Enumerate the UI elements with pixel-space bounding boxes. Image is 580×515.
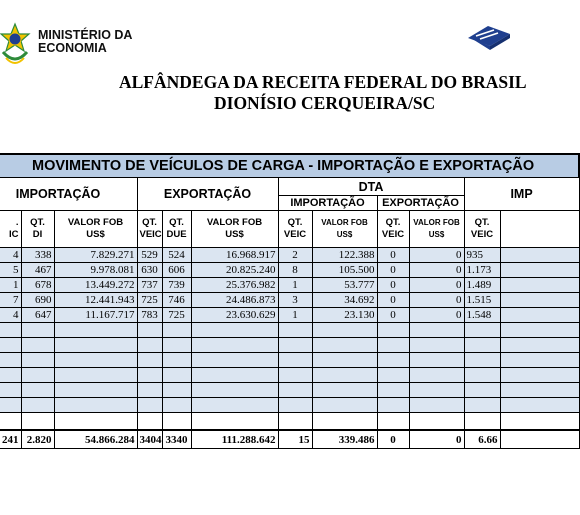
- empty-cell: [0, 338, 21, 353]
- table-cell: 122.388: [312, 248, 377, 263]
- empty-cell: [409, 383, 464, 398]
- empty-cell: [0, 383, 21, 398]
- empty-cell: [191, 383, 278, 398]
- table-cell: 1.489: [464, 278, 500, 293]
- empty-cell: [137, 323, 162, 338]
- table-cell: 12.441.943: [54, 293, 137, 308]
- table-cell: 11.167.717: [54, 308, 137, 323]
- total-cell: 3340: [162, 430, 191, 449]
- empty-cell: [21, 353, 54, 368]
- table-cell: 20.825.240: [191, 263, 278, 278]
- empty-cell: [464, 398, 500, 413]
- empty-cell: [409, 398, 464, 413]
- empty-cell: [500, 383, 579, 398]
- total-cell: [500, 430, 579, 449]
- col-header: [500, 211, 579, 248]
- empty-cell: [21, 323, 54, 338]
- empty-cell: [500, 398, 579, 413]
- empty-cell: [137, 338, 162, 353]
- total-cell: 15: [278, 430, 312, 449]
- table-cell: 9.978.081: [54, 263, 137, 278]
- empty-cell: [278, 398, 312, 413]
- empty-cell: [162, 383, 191, 398]
- table-cell: 23.630.629: [191, 308, 278, 323]
- table-cell: 0: [409, 263, 464, 278]
- table-row: [0, 263, 579, 278]
- empty-cell: [312, 383, 377, 398]
- table-cell: 105.500: [312, 263, 377, 278]
- total-cell: 0: [377, 430, 409, 449]
- table-cell: 647: [21, 308, 54, 323]
- table-cell: 23.130: [312, 308, 377, 323]
- table-cell: 8: [278, 263, 312, 278]
- table-cell: 0: [409, 278, 464, 293]
- empty-cell: [500, 338, 579, 353]
- table-cell: 1: [0, 278, 21, 293]
- table-cell: 13.449.272: [54, 278, 137, 293]
- document-header: [0, 0, 527, 140]
- empty-cell: [464, 353, 500, 368]
- table-title: MOVIMENTO DE VEÍCULOS DE CARGA - IMPORTAÇÃO E EXPORTAÇÃO: [0, 154, 579, 178]
- table-cell: 630: [137, 263, 162, 278]
- table-cell: 0: [409, 308, 464, 323]
- empty-cell: [137, 368, 162, 383]
- table-cell: 678: [21, 278, 54, 293]
- empty-cell: [21, 368, 54, 383]
- empty-cell: [377, 338, 409, 353]
- table-cell: 783: [137, 308, 162, 323]
- table-cell: 0: [377, 308, 409, 323]
- empty-cell: [464, 338, 500, 353]
- table-cell: 4: [0, 308, 21, 323]
- empty-cell: [464, 323, 500, 338]
- table-cell: 338: [21, 248, 54, 263]
- empty-cell: [0, 353, 21, 368]
- group-exportacao: EXPORTAÇÃO: [137, 178, 278, 211]
- col-header: VALOR FOB US$: [54, 211, 137, 248]
- table-cell: 25.376.982: [191, 278, 278, 293]
- table-cell: 529: [137, 248, 162, 263]
- table-cell: 1.548: [464, 308, 500, 323]
- empty-cell: [162, 338, 191, 353]
- empty-row: [0, 338, 579, 353]
- table-row: [0, 293, 579, 308]
- empty-cell: [162, 398, 191, 413]
- empty-cell: [409, 338, 464, 353]
- empty-cell: [54, 323, 137, 338]
- empty-cell: [278, 368, 312, 383]
- empty-cell: [191, 398, 278, 413]
- empty-cell: [0, 398, 21, 413]
- empty-cell: [377, 368, 409, 383]
- empty-cell: [54, 368, 137, 383]
- group-header-row: [0, 178, 579, 196]
- table-cell: 725: [137, 293, 162, 308]
- empty-row: [0, 323, 579, 338]
- empty-cell: [377, 383, 409, 398]
- table-title-row: [0, 154, 579, 178]
- receita-federal-logo-icon: [466, 24, 516, 54]
- empty-cell: [162, 353, 191, 368]
- table-cell: 0: [377, 263, 409, 278]
- spacer-row: [0, 413, 579, 431]
- empty-cell: [0, 368, 21, 383]
- table-cell: 1: [278, 278, 312, 293]
- table-cell: [500, 308, 579, 323]
- table-cell: 24.486.873: [191, 293, 278, 308]
- empty-row: [0, 353, 579, 368]
- table-cell: 467: [21, 263, 54, 278]
- table-cell: 34.692: [312, 293, 377, 308]
- col-header: QT. VEIC: [137, 211, 162, 248]
- empty-cell: [377, 398, 409, 413]
- empty-cell: [500, 353, 579, 368]
- empty-cell: [162, 368, 191, 383]
- table-cell: 524: [162, 248, 191, 263]
- total-cell: 241: [0, 430, 21, 449]
- table-cell: [500, 278, 579, 293]
- empty-cell: [312, 353, 377, 368]
- empty-cell: [54, 398, 137, 413]
- table-cell: 53.777: [312, 278, 377, 293]
- table-cell: 0: [409, 293, 464, 308]
- table-cell: 0: [409, 248, 464, 263]
- empty-cell: [278, 383, 312, 398]
- empty-cell: [464, 368, 500, 383]
- coat-of-arms-icon: [0, 22, 30, 70]
- table-row: [0, 278, 579, 293]
- empty-cell: [312, 398, 377, 413]
- empty-cell: [500, 323, 579, 338]
- totals-row: [0, 430, 579, 449]
- empty-cell: [191, 338, 278, 353]
- table-cell: 1: [278, 308, 312, 323]
- empty-cell: [464, 383, 500, 398]
- empty-cell: [409, 368, 464, 383]
- empty-cell: [191, 353, 278, 368]
- table-cell: 5: [0, 263, 21, 278]
- ministry-name: [38, 29, 132, 55]
- table-cell: 690: [21, 293, 54, 308]
- table-cell: 737: [137, 278, 162, 293]
- table-cell: 7.829.271: [54, 248, 137, 263]
- table-cell: 0: [377, 278, 409, 293]
- table-cell: 7: [0, 293, 21, 308]
- empty-cell: [409, 323, 464, 338]
- table-cell: 606: [162, 263, 191, 278]
- customs-office-location: DIONÍSIO CERQUEIRA/SC: [214, 93, 436, 113]
- empty-cell: [54, 338, 137, 353]
- empty-cell: [278, 323, 312, 338]
- empty-cell: [312, 338, 377, 353]
- table-cell: 3: [278, 293, 312, 308]
- empty-row: [0, 368, 579, 383]
- empty-cell: [312, 368, 377, 383]
- column-header-row: [0, 211, 579, 248]
- total-cell: 54.866.284: [54, 430, 137, 449]
- table-cell: 1.173: [464, 263, 500, 278]
- table-cell: 4: [0, 248, 21, 263]
- col-header: VALOR FOB US$: [191, 211, 278, 248]
- cargo-table: [0, 153, 580, 449]
- cargo-movement-table: [0, 153, 578, 515]
- table-cell: 746: [162, 293, 191, 308]
- customs-office-title: ALFÂNDEGA DA RECEITA FEDERAL DO BRASIL: [119, 72, 527, 92]
- empty-cell: [500, 368, 579, 383]
- empty-row: [0, 383, 579, 398]
- total-cell: 339.486: [312, 430, 377, 449]
- col-header: VALOR FOB US$: [409, 211, 464, 248]
- table-cell: [500, 248, 579, 263]
- table-row: [0, 248, 579, 263]
- col-header: QT. VEIC: [377, 211, 409, 248]
- total-cell: 3404: [137, 430, 162, 449]
- empty-cell: [278, 353, 312, 368]
- empty-cell: [0, 323, 21, 338]
- col-header: QT. VEIC: [278, 211, 312, 248]
- group-imp-right: IMP: [464, 178, 579, 211]
- col-header: QT. VEIC: [464, 211, 500, 248]
- total-cell: 0: [409, 430, 464, 449]
- empty-cell: [377, 323, 409, 338]
- empty-cell: [377, 353, 409, 368]
- col-header: QT. DUE: [162, 211, 191, 248]
- table-cell: 739: [162, 278, 191, 293]
- total-cell: 111.288.642: [191, 430, 278, 449]
- table-cell: 0: [377, 293, 409, 308]
- group-importacao: IMPORTAÇÃO: [0, 178, 137, 211]
- table-cell: 2: [278, 248, 312, 263]
- ministry-line-2: ECONOMIA: [38, 41, 107, 55]
- table-cell: 16.968.917: [191, 248, 278, 263]
- empty-row: [0, 398, 579, 413]
- empty-cell: [21, 383, 54, 398]
- total-cell: 6.66: [464, 430, 500, 449]
- table-cell: [500, 293, 579, 308]
- empty-cell: [191, 368, 278, 383]
- empty-cell: [312, 323, 377, 338]
- empty-cell: [162, 323, 191, 338]
- col-header: QT. DI: [21, 211, 54, 248]
- table-row: [0, 308, 579, 323]
- group-dta: DTA: [278, 178, 464, 196]
- table-cell: 725: [162, 308, 191, 323]
- empty-cell: [21, 338, 54, 353]
- table-cell: [500, 263, 579, 278]
- empty-cell: [137, 353, 162, 368]
- table-cell: 1.515: [464, 293, 500, 308]
- empty-cell: [54, 383, 137, 398]
- empty-cell: [137, 398, 162, 413]
- empty-cell: [21, 398, 54, 413]
- table-cell: 935: [464, 248, 500, 263]
- empty-cell: [54, 353, 137, 368]
- empty-cell: [191, 323, 278, 338]
- empty-cell: [278, 338, 312, 353]
- table-body: [0, 248, 579, 413]
- dta-exportacao: EXPORTAÇÃO: [377, 196, 464, 211]
- total-cell: 2.820: [21, 430, 54, 449]
- empty-cell: [409, 353, 464, 368]
- col-header: VALOR FOB US$: [312, 211, 377, 248]
- empty-cell: [137, 383, 162, 398]
- table-cell: 0: [377, 248, 409, 263]
- col-header: . IC: [0, 211, 21, 248]
- ministry-line-1: MINISTÉRIO DA: [38, 28, 133, 42]
- dta-importacao: IMPORTAÇÃO: [278, 196, 377, 211]
